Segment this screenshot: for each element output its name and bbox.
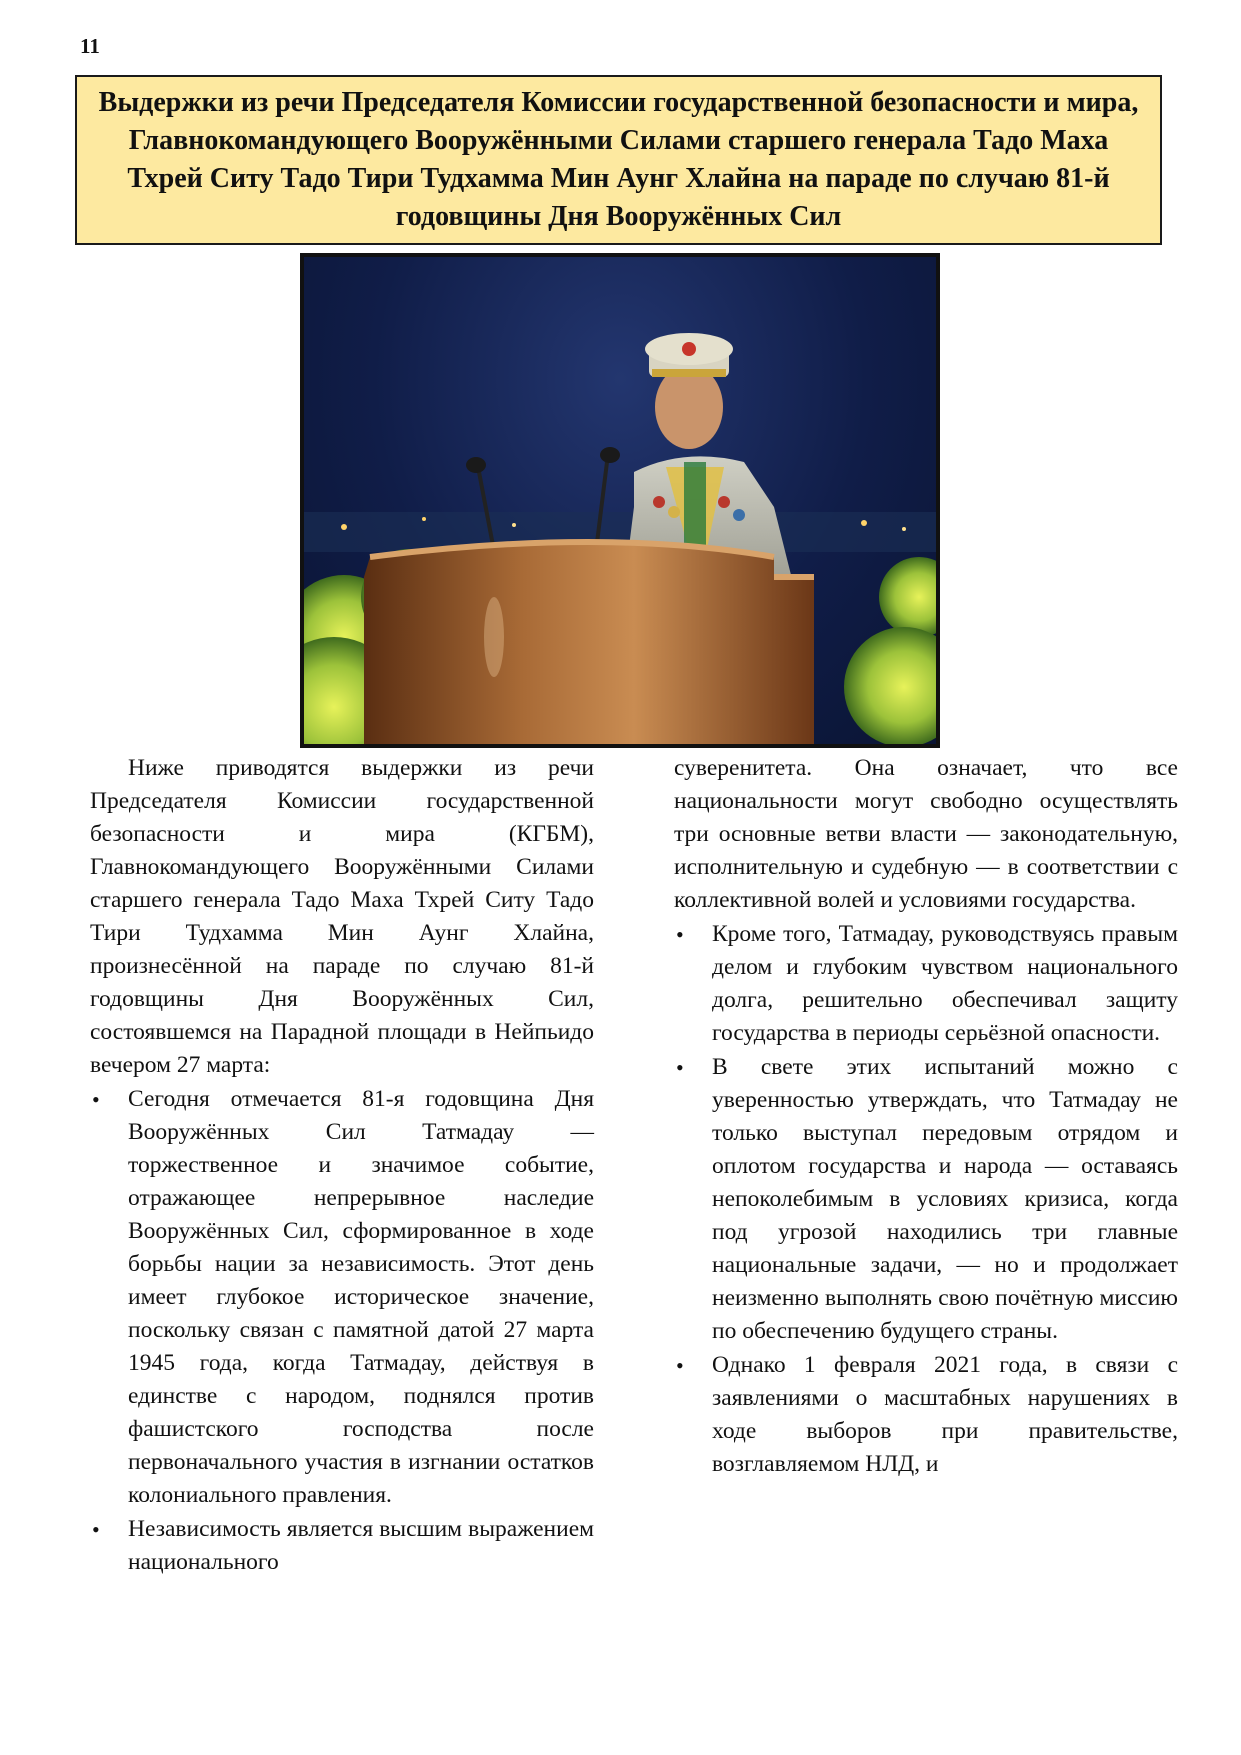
list-item: • Однако 1 февраля 2021 года, в связи с заявлениями о масштабных нарушениях в ходе выборов при правительстве, возглавляемом НЛД, и [674, 1349, 1178, 1481]
intro-paragraph: Ниже приводятся выдержки из речи Председателя Комиссии государственной безопасности и мира (КГБМ), Главнокомандующего Вооружёнными Силами старшего генерала Тадо Маха Тхрей Ситу Тадо Тири Тудхамма Мин Аунг Хлайна, произнесённой на параде по случаю 81-й годовщины Дня Вооружённых Сил, состоявшемся на Парадной площади в Нейпьидо вечером 27 марта: [90, 755, 594, 1078]
left-bullet-list [90, 1083, 594, 1579]
page-number: 11 [80, 34, 100, 58]
right-column [674, 752, 1178, 1481]
left-column [90, 752, 594, 1579]
list-item: • Сегодня отмечается 81-я годовщина Дня Вооружённых Сил Татмадау — торжественное и значимое событие, отражающее непрерывное наследие Вооружённых Сил, сформированное в ходе борьбы нации за независимость. Этот день имеет глубокое историческое значение, поскольку связан с памятной датой 27 марта 1945 года, когда Татмадау, действуя в единстве с народом, поднялся против фашистского господства после первоначального участия в изгнании остатков колониального правления. [90, 1083, 594, 1512]
list-item: • Независимость является высшим выражением национального [90, 1513, 594, 1579]
title-box [75, 75, 1162, 245]
list-item: • Кроме того, Татмадау, руководствуясь правым делом и глубоким чувством национального долга, решительно обеспечивал защиту государства в периоды серьёзной опасности. [674, 918, 1178, 1050]
continued-paragraph: суверенитета. Она означает, что все национальности могут свободно осуществлять три основные ветви власти — законодательную, исполнительную и судебную — в соответствии с коллективной волей и условиями государства. [674, 755, 1178, 913]
right-bullet-list [674, 918, 1178, 1481]
speech-photo [300, 253, 940, 748]
list-item: • В свете этих испытаний можно с уверенностью утверждать, что Татмадау не только выступал передовым отрядом и оплотом государства и народа — оставаясь непоколебимым в условиях кризиса, когда под угрозой находились три главные национальные задачи, — но и продолжает неизменно выполнять свою почётную миссию по обеспечению будущего страны. [674, 1051, 1178, 1348]
speaker-at-podium-illustration [304, 257, 936, 744]
page-title: Выдержки из речи Председателя Комиссии государственной безопасности и мира, Главнокомандующего Вооружёнными Силами старшего генерала Тадо Маха Тхрей Ситу Тадо Тири Тудхамма Мин Аунг Хлайна на параде по случаю 81-й годовщины Дня Вооружённых Сил [98, 87, 1139, 232]
